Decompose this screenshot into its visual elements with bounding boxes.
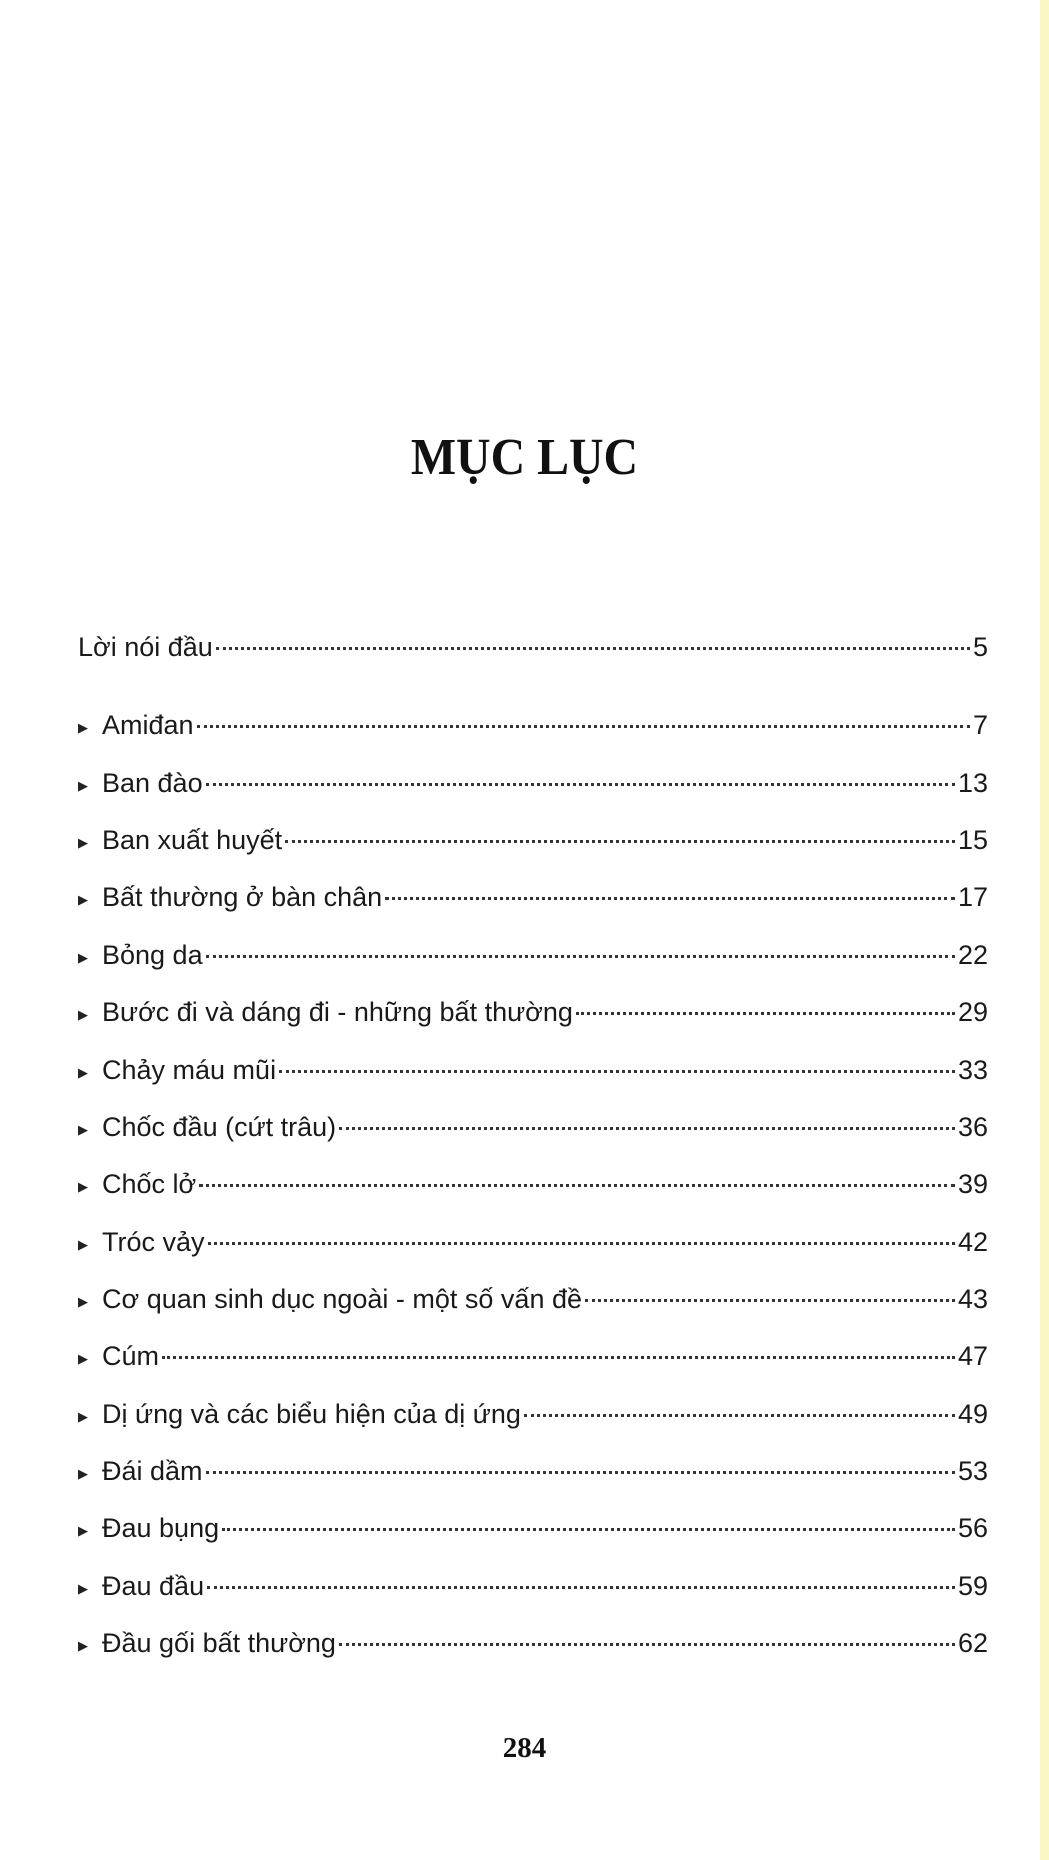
page-number: 284 xyxy=(502,1732,547,1764)
triangle-right-icon: ▶ xyxy=(78,1007,88,1022)
toc-entry-text: Đau bụng xyxy=(102,1513,220,1543)
dot-leader xyxy=(339,1643,955,1646)
toc-entry[interactable] xyxy=(78,1451,988,1491)
toc-page-number: 43 xyxy=(957,1284,988,1314)
toc-entry-text: Cúm xyxy=(102,1341,160,1371)
dot-leader xyxy=(524,1414,955,1417)
toc-entry-text: Cơ quan sinh dục ngoài - một số vấn đề xyxy=(102,1284,582,1314)
toc-entry[interactable] xyxy=(78,992,988,1032)
dot-leader xyxy=(206,783,955,786)
triangle-right-icon: ▶ xyxy=(78,835,88,850)
toc-entry-text: Ban xuất huyết xyxy=(102,825,283,855)
toc-page-number: 17 xyxy=(957,882,988,912)
toc-page-number: 59 xyxy=(957,1571,988,1601)
toc-entry[interactable] xyxy=(78,1566,988,1606)
triangle-right-icon: ▶ xyxy=(78,1351,88,1366)
toc-page-number: 15 xyxy=(957,825,988,855)
toc-entry[interactable] xyxy=(78,935,988,975)
toc-entry[interactable] xyxy=(78,1222,988,1262)
dot-leader xyxy=(339,1127,955,1130)
toc-page-number: 33 xyxy=(957,1055,988,1085)
toc-entry[interactable] xyxy=(78,1394,988,1434)
triangle-right-icon: ▶ xyxy=(78,950,88,965)
triangle-right-icon: ▶ xyxy=(78,1638,88,1653)
dot-leader xyxy=(279,1070,955,1073)
toc-entry-text: Bất thường ở bàn chân xyxy=(102,882,383,912)
toc-page-number: 49 xyxy=(957,1399,988,1429)
toc-entry-text: Chốc đầu (cứt trâu) xyxy=(102,1112,337,1142)
toc-page-number: 5 xyxy=(972,632,988,662)
page-edge-strip xyxy=(1040,0,1049,1860)
toc-entry-text: Chốc lở xyxy=(102,1169,197,1199)
dot-leader xyxy=(285,840,955,843)
toc-entry[interactable] xyxy=(78,1623,988,1663)
toc-entry[interactable] xyxy=(78,1050,988,1090)
dot-leader xyxy=(162,1356,955,1359)
toc-page-number: 39 xyxy=(957,1169,988,1199)
toc-entry-text: Đầu gối bất thường xyxy=(102,1628,336,1658)
toc-page-number: 53 xyxy=(957,1456,988,1486)
triangle-right-icon: ▶ xyxy=(78,892,88,907)
toc-entry[interactable] xyxy=(78,1279,988,1319)
toc-entry[interactable] xyxy=(78,763,988,803)
toc-page-number: 56 xyxy=(957,1513,988,1543)
toc-page-number: 42 xyxy=(957,1227,988,1257)
toc-entry[interactable] xyxy=(78,877,988,917)
dot-leader xyxy=(208,1242,955,1245)
triangle-right-icon: ▶ xyxy=(78,1065,88,1080)
toc-entry-text: Ban đào xyxy=(102,768,203,798)
triangle-right-icon: ▶ xyxy=(78,720,88,735)
toc-entry-text: Bước đi và dáng đi - những bất thường xyxy=(102,997,573,1027)
dot-leader xyxy=(207,1586,955,1589)
dot-leader xyxy=(222,1528,955,1531)
triangle-right-icon: ▶ xyxy=(78,1409,88,1424)
toc-page-number: 62 xyxy=(957,1628,988,1658)
toc-page-number: 47 xyxy=(957,1341,988,1371)
toc-entry-text: Amiđan xyxy=(102,710,194,740)
toc-entry[interactable] xyxy=(78,820,988,860)
toc-page-number: 29 xyxy=(957,997,988,1027)
toc-entry[interactable] xyxy=(78,1336,988,1376)
dot-leader xyxy=(576,1012,955,1015)
dot-leader xyxy=(206,955,955,958)
triangle-right-icon: ▶ xyxy=(78,1523,88,1538)
page-title: MỤC LỤC xyxy=(410,429,639,486)
toc-entry-text: Tróc vảy xyxy=(102,1227,205,1257)
toc-entry-text: Đau đầu xyxy=(102,1571,205,1601)
dot-leader xyxy=(585,1299,955,1302)
toc-entry-text: Chảy máu mũi xyxy=(102,1055,277,1085)
dot-leader xyxy=(385,897,955,900)
toc-entry-text: Lời nói đầu xyxy=(78,632,213,662)
toc-preface[interactable] xyxy=(78,627,988,667)
toc-entry-text: Đái dầm xyxy=(102,1456,203,1486)
toc-page-number: 22 xyxy=(957,940,988,970)
toc-page-number: 13 xyxy=(957,768,988,798)
triangle-right-icon: ▶ xyxy=(78,1237,88,1252)
dot-leader xyxy=(206,1471,955,1474)
dot-leader xyxy=(216,647,970,650)
toc-entry[interactable] xyxy=(78,1107,988,1147)
toc-page-number: 7 xyxy=(972,710,988,740)
toc-entry[interactable] xyxy=(78,1164,988,1204)
toc-entry[interactable] xyxy=(78,705,988,745)
triangle-right-icon: ▶ xyxy=(78,1122,88,1137)
toc-entry[interactable] xyxy=(78,1508,988,1548)
triangle-right-icon: ▶ xyxy=(78,1581,88,1596)
toc-entry-text: Dị ứng và các biểu hiện của dị ứng xyxy=(102,1399,521,1429)
toc-page-number: 36 xyxy=(957,1112,988,1142)
dot-leader xyxy=(197,725,970,728)
dot-leader xyxy=(199,1184,955,1187)
toc-entry-text: Bỏng da xyxy=(102,940,203,970)
triangle-right-icon: ▶ xyxy=(78,1466,88,1481)
triangle-right-icon: ▶ xyxy=(78,778,88,793)
triangle-right-icon: ▶ xyxy=(78,1294,88,1309)
triangle-right-icon: ▶ xyxy=(78,1179,88,1194)
